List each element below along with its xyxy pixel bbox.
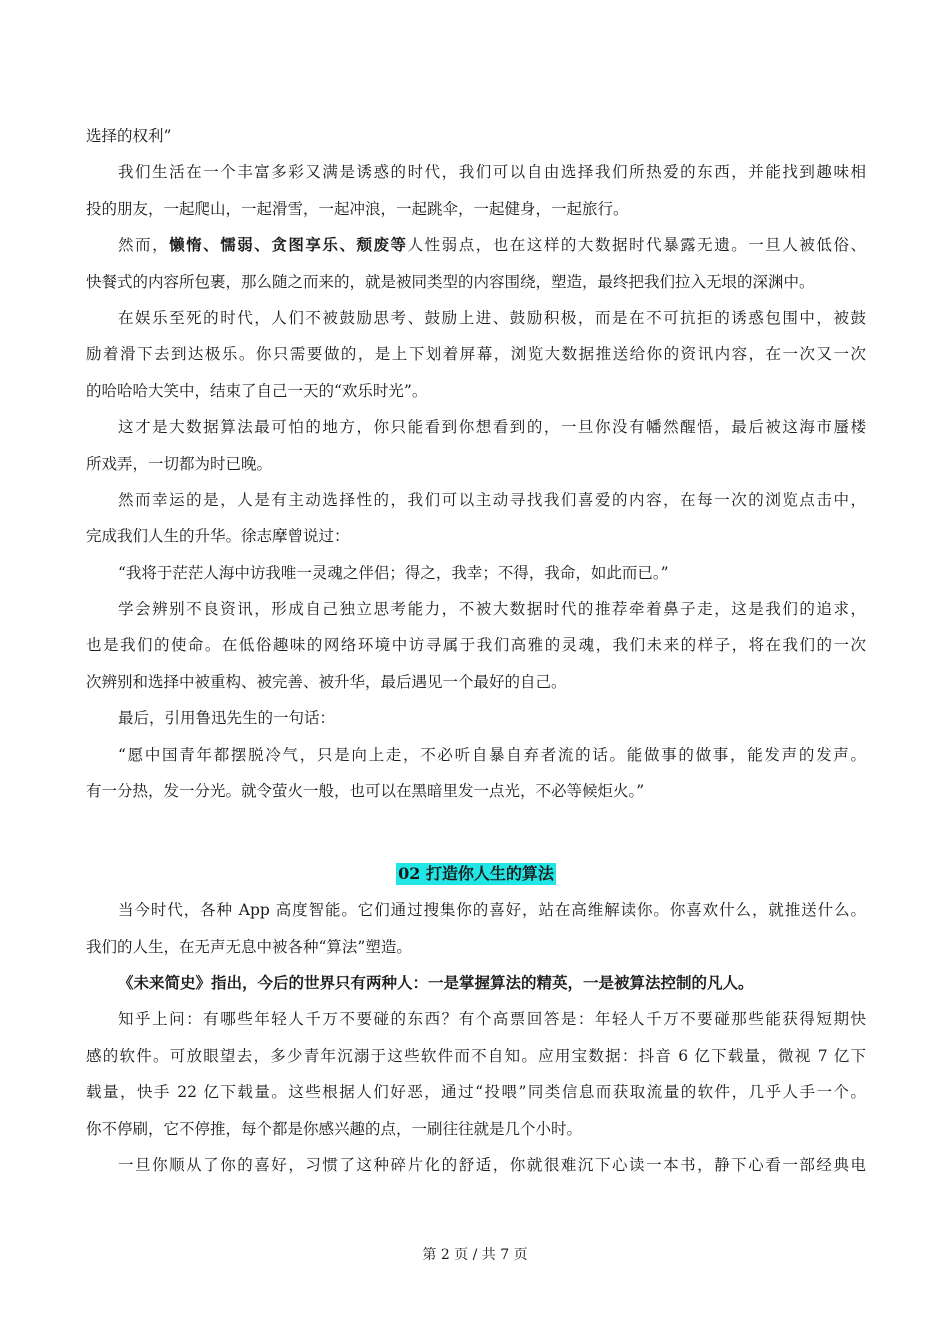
- paragraph-line: 选择的权利”: [86, 127, 172, 145]
- paragraph-line: 最后，引用鲁迅先生的一句话：: [118, 709, 336, 728]
- paragraph: [86, 892, 866, 965]
- section-two: [86, 892, 866, 1183]
- paragraph: [86, 118, 866, 154]
- paragraph: [86, 1147, 866, 1183]
- document-body: [86, 118, 866, 1183]
- paragraph-line: 投的朋友，一起爬山，一起滑雪，一起冲浪，一起跳伞，一起健身，一起旅行。: [86, 199, 629, 218]
- paragraph-line: 励着滑下去到达极乐。你只需要做的，是上下划着屏幕，浏览大数据推送给你的资讯内容，在一次又一次: [86, 345, 866, 364]
- paragraph-line: 我们的人生，在无声无息中被各种“算法”塑造。: [86, 937, 412, 956]
- paragraph-line: 学会辨别不良资讯，形成自己独立思考能力，不被大数据时代的推荐牵着鼻子走，这是我们的追求，: [118, 600, 866, 619]
- paragraph-line: 所戏弄，一切都为时已晚。: [86, 454, 273, 473]
- section-one: [86, 118, 866, 846]
- paragraph-line: 也是我们的使命。在低俗趣味的网络环境中访寻属于我们高雅的灵魂，我们未来的样子，将在我们的一次: [86, 636, 866, 655]
- paragraph-line: 《未来简史》指出，今后的世界只有两种人：一是掌握算法的精英，一是被算法控制的凡人。: [118, 972, 754, 992]
- paragraph-line: 在娱乐至死的时代，人们不被鼓励思考、鼓励上进、鼓励积极，而是在不可抗拒的诱惑包围中，被鼓: [118, 308, 866, 327]
- paragraph-line: 有一分热，发一分光。就令萤火一般，也可以在黑暗里发一点光，不必等候炬火。”: [86, 782, 645, 801]
- paragraph-line: “我将于茫茫人海中访我唯一灵魂之伴侣；得之，我幸；不得，我命，如此而已。”: [118, 563, 669, 582]
- paragraph-line: 我们生活在一个丰富多彩又满是诱惑的时代，我们可以自由选择我们所热爱的东西，并能找到趣味相: [118, 163, 866, 182]
- paragraph-line: 载量，快手 22 亿下载量。这些根据人们好恶，通过“投喂”同类信息而获取流量的软件，几乎人手一个。: [86, 1083, 866, 1102]
- paragraph-line: 的哈哈哈大笑中，结束了自己一天的“欢乐时光”。: [86, 381, 428, 400]
- paragraph: [86, 482, 866, 555]
- paragraph-line: 你不停刷，它不停推，每个都是你感兴趣的点，一刷往往就是几个小时。: [86, 1119, 583, 1138]
- section-spacer: [86, 809, 866, 845]
- paragraph-line: “愿中国青年都摆脱冷气，只是向上走，不必听自暴自弃者流的话。能做事的做事，能发声的发声。: [118, 745, 866, 764]
- page-footer: 第 2 页 / 共 7 页: [422, 1247, 528, 1263]
- paragraph: [86, 1001, 866, 1147]
- paragraph-line: 然而幸运的是，人是有主动选择性的，我们可以主动寻找我们喜爱的内容，在每一次的浏览点击中，: [118, 490, 866, 509]
- paragraph: [86, 555, 866, 591]
- paragraph-line: 这才是大数据算法最可怕的地方，你只能看到你想看到的，一旦你没有幡然醒悟，最后被这海市蜃楼: [118, 418, 866, 437]
- paragraph: [86, 154, 866, 227]
- paragraph: [86, 700, 866, 736]
- paragraph-line: 当今时代，各种 App 高度智能。它们通过搜集你的喜好，站在高维解读你。你喜欢什么，就推送什么。: [118, 901, 866, 920]
- paragraph-line: 一旦你顺从了你的喜好，习惯了这种碎片化的舒适，你就很难沉下心读一本书，静下心看一部经典电: [118, 1155, 866, 1174]
- paragraph: [86, 409, 866, 482]
- paragraph-line: 然而，懒惰、懦弱、贪图享乐、颓废等人性弱点，也在这样的大数据时代暴露无遗。一旦人被低俗、: [118, 235, 866, 255]
- paragraph: [86, 227, 866, 300]
- section-heading: 02 打造你人生的算法: [398, 863, 554, 883]
- paragraph-line: 知乎上问：有哪些年轻人千万不要碰的东西？有个高票回答是：年轻人千万不要碰那些能获得短期快: [118, 1010, 866, 1029]
- section-heading-row: [86, 856, 866, 892]
- paragraph-line: 快餐式的内容所包裹，那么随之而来的，就是被同类型的内容围绕，塑造，最终把我们拉入无垠的深渊中。: [86, 272, 815, 291]
- paragraph: [86, 965, 866, 1001]
- paragraph: [86, 300, 866, 409]
- paragraph: [86, 737, 866, 810]
- paragraph-line: 完成我们人生的升华。徐志摩曾说过：: [86, 527, 350, 546]
- paragraph: [86, 591, 866, 700]
- paragraph-line: 感的软件。可放眼望去，多少青年沉溺于这些软件而不自知。应用宝数据：抖音 6 亿下载量，微视 7 亿下: [86, 1046, 866, 1065]
- paragraph-line: 次辨别和选择中被重构、被完善、被升华，最后遇见一个最好的自己。: [86, 672, 567, 691]
